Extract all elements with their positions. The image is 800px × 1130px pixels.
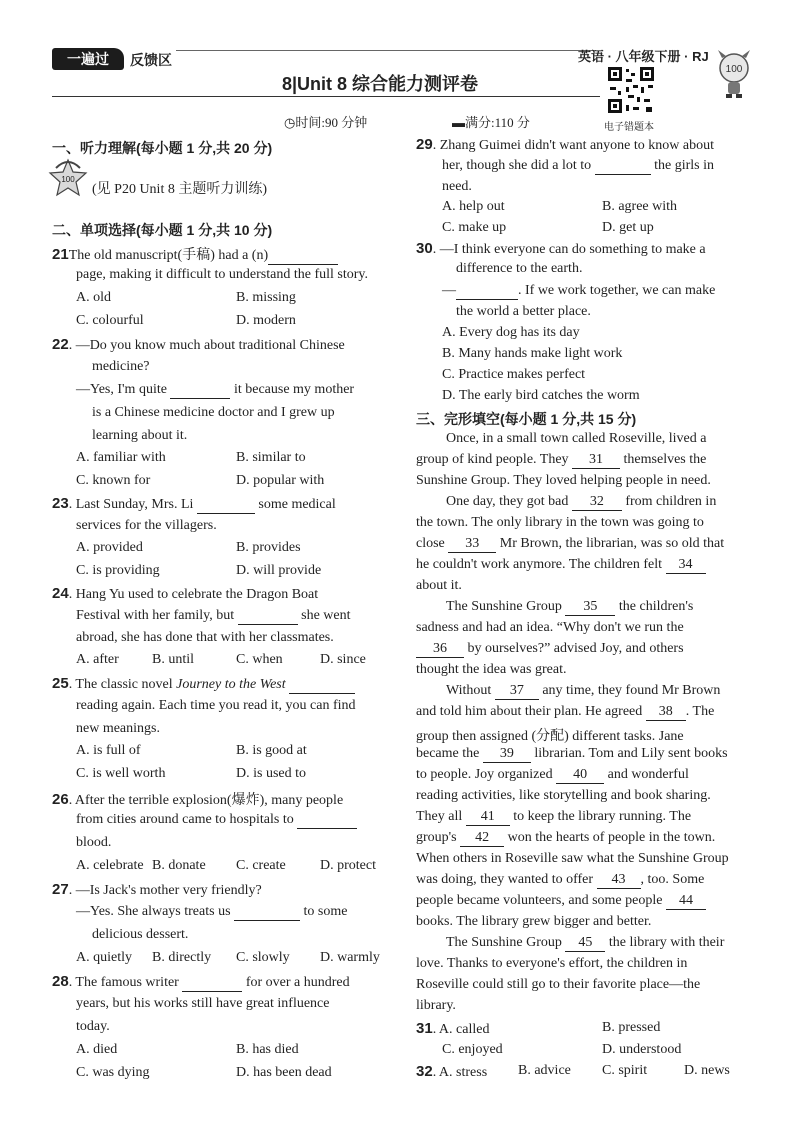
passage-line: Without 37 any time, they found Mr Brown	[446, 683, 721, 698]
passage-line: reading activities, like storytelling and book sharing.	[416, 788, 711, 803]
passage-line: close 33 Mr Brown, the librarian, was so old that	[416, 536, 725, 551]
cloze-blank-33[interactable]: 33	[448, 536, 496, 553]
passage-line: One day, they got bad 32 from children in	[446, 494, 717, 509]
option-d[interactable]: D. modern	[236, 313, 296, 328]
section-cloze-heading: 三、完形填空(每小题 1 分,共 15 分)	[416, 411, 637, 427]
option-b[interactable]: B. missing	[236, 290, 296, 305]
answer-blank[interactable]	[297, 812, 357, 829]
passage-line: he couldn't work anymore. The children felt 34	[416, 557, 706, 574]
option-c[interactable]: C. Practice makes perfect	[442, 367, 586, 382]
option-b[interactable]: B. provides	[236, 540, 301, 555]
passage-line: was doing, they wanted to offer 43 , too. Some	[416, 872, 705, 887]
exam-score: ▬满分:110 分	[452, 115, 530, 130]
option-a[interactable]: A. Every dog has its day	[442, 325, 580, 340]
cloze-blank-43[interactable]: 43	[597, 872, 641, 889]
option-c[interactable]: C. known for	[76, 473, 151, 488]
option-d[interactable]: D. is used to	[236, 766, 306, 781]
option-a[interactable]: A. old	[76, 290, 111, 305]
option-d[interactable]: D. warmly	[320, 950, 380, 965]
cloze-blank-38[interactable]: 38	[646, 704, 686, 721]
section-listening-heading: 一、听力理解(每小题 1 分,共 20 分)	[52, 140, 273, 156]
cloze-blank-35[interactable]: 35	[565, 599, 615, 616]
option-a[interactable]: A. familiar with	[76, 450, 166, 465]
option-c[interactable]: C. make up	[442, 220, 507, 235]
answer-blank[interactable]	[197, 497, 255, 514]
question-text-line: Festival with her family, but she went	[76, 608, 351, 623]
option-d[interactable]: D. has been dead	[236, 1065, 332, 1080]
question-text-line: reading again. Each time you read it, you can find	[76, 698, 356, 713]
cloze-blank-40[interactable]: 40	[556, 767, 604, 784]
passage-line: thought the idea was great.	[416, 662, 567, 677]
passage-line: became the 39 librarian. Tom and Lily sent books	[416, 746, 728, 761]
question-text-line: abroad, she has done that with her classmates.	[76, 630, 334, 645]
question-23: 23. Last Sunday, Mrs. Li some medical	[52, 495, 336, 512]
option-b[interactable]: B. is good at	[236, 743, 307, 758]
passage-line: books. The library grew bigger and better.	[416, 914, 652, 929]
cloze-blank-32[interactable]: 32	[572, 494, 622, 511]
option-c[interactable]: C. spirit	[602, 1063, 648, 1078]
option-d[interactable]: D. popular with	[236, 473, 325, 488]
option-c[interactable]: C. is well worth	[76, 766, 166, 781]
qr-code-icon[interactable]	[606, 65, 656, 115]
cloze-blank-37[interactable]: 37	[495, 683, 539, 700]
passage-line: The Sunshine Group 35 the children's	[446, 599, 694, 614]
passage-line: Roseville could still go to their favorite place—the	[416, 977, 701, 992]
option-a[interactable]: A. celebrate	[76, 858, 144, 873]
passage-line: group's 42 won the hearts of people in the town.	[416, 830, 716, 845]
option-d[interactable]: D. since	[320, 652, 366, 667]
question-22: 22. —Do you know much about traditional Chinese	[52, 336, 345, 353]
cloze-blank-42[interactable]: 42	[460, 830, 504, 847]
passage-line: When others in Roseville saw what the Sunshine Group	[416, 851, 729, 866]
option-b[interactable]: B. donate	[152, 858, 206, 873]
option-b[interactable]: B. advice	[518, 1063, 571, 1078]
answer-blank[interactable]	[170, 382, 230, 399]
answer-blank[interactable]	[268, 248, 338, 265]
option-b[interactable]: B. agree with	[602, 199, 678, 214]
option-b[interactable]: B. directly	[152, 950, 212, 965]
svg-text:100: 100	[725, 64, 743, 75]
question-text-line: medicine?	[92, 359, 150, 374]
option-c[interactable]: C. enjoyed	[442, 1042, 503, 1057]
option-b[interactable]: B. until	[152, 652, 195, 667]
option-a[interactable]: A. help out	[442, 199, 505, 214]
question-text-line: need.	[442, 179, 472, 194]
answer-blank[interactable]	[234, 904, 300, 921]
question-24: 24. Hang Yu used to celebrate the Dragon Boat	[52, 585, 319, 602]
option-a[interactable]: A. after	[76, 652, 119, 667]
question-31: 31. A. called	[416, 1020, 490, 1037]
option-d[interactable]: D. news	[684, 1063, 730, 1078]
option-a[interactable]: A. provided	[76, 540, 143, 555]
cloze-blank-45[interactable]: 45	[565, 935, 605, 952]
answer-blank[interactable]	[595, 158, 651, 175]
listening-note: (见 P20 Unit 8 主题听力训练)	[92, 182, 267, 197]
passage-line: group of kind people. They 31 themselves the	[416, 452, 707, 467]
question-21: 21The old manuscript(手稿) had a (n)	[52, 244, 338, 265]
question-text-line: —Yes. She always treats us to some	[76, 904, 348, 919]
question-27: 27. —Is Jack's mother very friendly?	[52, 881, 262, 898]
passage-line: to people. Joy organized 40 and wonderful	[416, 767, 689, 782]
option-a[interactable]: A. is full of	[76, 743, 141, 758]
question-text-line: years, but his works still have great influence	[76, 996, 330, 1011]
cloze-blank-31[interactable]: 31	[572, 452, 620, 469]
question-text-line: blood.	[76, 835, 112, 850]
passage-line: Sunshine Group. They loved helping people in need.	[416, 473, 711, 488]
question-text-line: page, making it difficult to understand the full story.	[76, 267, 368, 282]
option-c[interactable]: C. create	[236, 858, 286, 873]
passage-line: The Sunshine Group 45 the library with their	[446, 935, 725, 950]
option-d[interactable]: D. will provide	[236, 563, 322, 578]
score-icon: ▬	[452, 115, 465, 130]
option-d[interactable]: D. protect	[320, 858, 376, 873]
question-text-line: new meanings.	[76, 721, 160, 736]
passage-line: about it.	[416, 578, 462, 593]
option-d[interactable]: D. understood	[602, 1042, 682, 1057]
passage-line: the town. The only library in the town was going to	[416, 515, 704, 530]
question-30: 30. —I think everyone can do something to make a	[416, 240, 706, 257]
option-a[interactable]: A. died	[76, 1042, 118, 1057]
question-text-line: her, though she did a lot to the girls in	[442, 158, 715, 173]
question-text-line: from cities around came to hospitals to	[76, 812, 357, 829]
question-25: 25. The classic novel Journey to the West	[52, 675, 355, 694]
option-c[interactable]: C. was dying	[76, 1065, 150, 1080]
answer-blank[interactable]	[238, 608, 298, 625]
question-text-line: learning about it.	[92, 428, 188, 443]
question-text-line: today.	[76, 1019, 110, 1034]
series-badge: 一遍过	[52, 48, 124, 70]
feedback-label: 反馈区	[130, 52, 172, 68]
question-text-line: —Yes, I'm quite it because my mother	[76, 382, 355, 397]
mascot-icon	[712, 48, 756, 100]
qr-caption: 电子错题本	[604, 122, 654, 133]
passage-line: and told him about their plan. He agreed 38 . The	[416, 704, 715, 719]
passage-line: sadness and had an idea. “Why don't we run the	[416, 620, 684, 635]
cloze-blank-34[interactable]: 34	[666, 557, 706, 574]
section-single-choice-heading: 二、单项选择(每小题 1 分,共 10 分)	[52, 222, 273, 238]
question-text-line: the world a better place.	[456, 304, 591, 319]
option-c[interactable]: C. is providing	[76, 563, 160, 578]
star-mascot-icon	[48, 158, 88, 198]
option-a[interactable]: . A. stress	[432, 1065, 488, 1080]
question-26: 26. After the terrible explosion(爆炸), many people	[52, 791, 344, 808]
question-text-line: services for the villagers.	[76, 518, 217, 533]
option-b[interactable]: B. Many hands make light work	[442, 346, 623, 361]
passage-line: group then assigned (分配) different tasks. Jane	[416, 729, 684, 744]
question-29: 29. Zhang Guimei didn't want anyone to know about	[416, 136, 714, 153]
exam-time: ◷时间:90 分钟	[284, 115, 368, 130]
header-divider	[52, 96, 600, 97]
passage-line: love. Thanks to everyone's effort, the children in	[416, 956, 688, 971]
option-a[interactable]: . A. called	[432, 1022, 490, 1037]
clock-icon: ◷	[284, 115, 296, 130]
cloze-blank-39[interactable]: 39	[483, 746, 531, 763]
svg-text:100: 100	[61, 175, 75, 184]
option-c[interactable]: C. slowly	[236, 950, 290, 965]
option-a[interactable]: A. quietly	[76, 950, 132, 965]
page-title: 8|Unit 8 综合能力测评卷	[281, 74, 479, 94]
question-text-line: delicious dessert.	[92, 927, 189, 942]
header-divider-top	[176, 50, 596, 51]
answer-blank[interactable]	[182, 975, 242, 992]
answer-blank[interactable]	[289, 677, 355, 694]
option-b[interactable]: B. similar to	[236, 450, 306, 465]
answer-blank[interactable]	[456, 283, 518, 300]
question-text-line: is a Chinese medicine doctor and I grew up	[92, 405, 335, 420]
subject-label: 英语 · 八年级下册 · RJ	[578, 49, 709, 64]
question-28: 28. The famous writer for over a hundred	[52, 973, 350, 990]
option-c[interactable]: C. when	[236, 652, 283, 667]
cloze-blank-36[interactable]: 36	[416, 641, 464, 658]
passage-line: 36 by ourselves?” advised Joy, and others	[416, 641, 684, 658]
option-b[interactable]: B. has died	[236, 1042, 299, 1057]
cloze-blank-41[interactable]: 41	[466, 809, 510, 826]
option-c[interactable]: C. colourful	[76, 313, 144, 328]
passage-line: library.	[416, 998, 456, 1013]
passage-line: people became volunteers, and some people 44	[416, 893, 706, 910]
option-d[interactable]: D. get up	[602, 220, 654, 235]
cloze-blank-44[interactable]: 44	[666, 893, 706, 910]
question-32: 32. A. stress	[416, 1063, 488, 1080]
passage-line: Once, in a small town called Roseville, lived a	[446, 431, 707, 446]
option-d[interactable]: D. The early bird catches the worm	[442, 388, 640, 403]
question-text-line: difference to the earth.	[456, 261, 583, 276]
passage-line: They all 41 to keep the library running. The	[416, 809, 692, 824]
question-text-line: — . If we work together, we can make	[442, 283, 716, 298]
option-b[interactable]: B. pressed	[602, 1020, 661, 1035]
